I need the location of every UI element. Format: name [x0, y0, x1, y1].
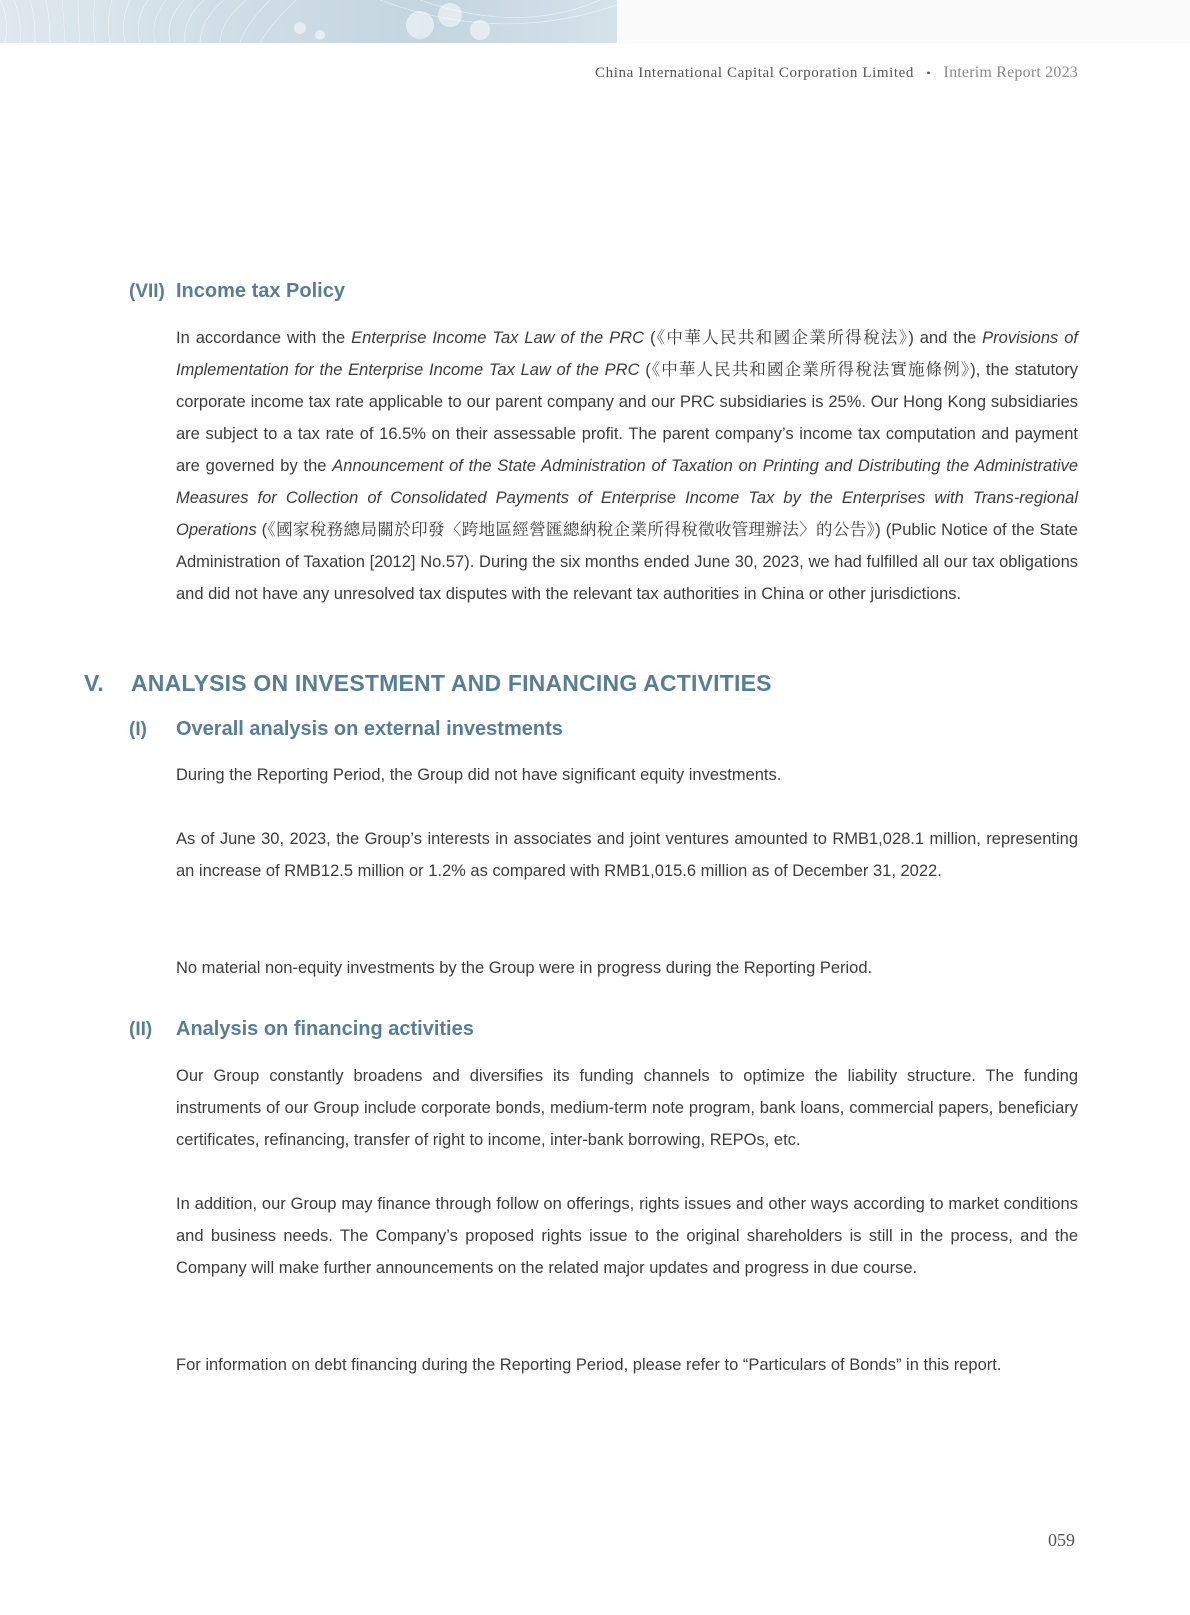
law-title: Enterprise Income Tax Law of the PRC [351, 329, 644, 347]
paragraph: For information on debt financing during the Reporting Period, please refer to “Particulars of Bonds” in this report. [176, 1356, 1002, 1374]
text-run: In accordance with the [176, 329, 352, 347]
report-title: Interim Report 2023 [943, 64, 1078, 81]
section-vii-heading [129, 280, 345, 303]
text-run: (《中華人民共和國企業所得稅法》) and the [644, 329, 983, 347]
section-ii-number: (II) [129, 1019, 153, 1040]
header-separator: • [926, 66, 932, 80]
section-v-heading [84, 670, 772, 697]
text-run: (《國家稅務總局關於印發〈跨地區經營匯總納稅企業所得稅徵收管理辦法〉的公告》) (Public Notice of the State Administration of Taxation [2012] No.57). During the six months ended June 30, 2023, we had fulfilled all our tax obligations and did not have any unresolved tax disputes with the relevant tax authorities in China or other jurisdictions. [176, 521, 1078, 603]
section-i-heading [129, 718, 563, 741]
paragraph: Our Group constantly broadens and diversifies its funding channels to optimize the liability structure. The funding instruments of our Group include corporate bonds, medium-term note program, bank loans, commercial papers, beneficiary certificates, refinancing, transfer of right to income, inter-bank borrowing, REPOs, etc. [176, 1067, 1078, 1149]
page-number: 059 [1048, 1530, 1075, 1550]
section-v-title: ANALYSIS ON INVESTMENT AND FINANCING ACTIVITIES [131, 670, 772, 696]
section-ii-heading [129, 1018, 474, 1041]
paragraph: As of June 30, 2023, the Group’s interests in associates and joint ventures amounted to RMB1,028.1 million, representing an increase of RMB12.5 million or 1.2% as compared with RMB1,015.6 million as of December 31, 2022. [176, 830, 1078, 880]
section-ii-title: Analysis on financing activities [176, 1018, 474, 1040]
income-tax-paragraph [176, 322, 1078, 610]
running-header [595, 64, 1078, 82]
text-run: (《中華人民共和國企業所得稅法實施條例》), the statutory corporate income tax rate applicable to our parent company and our PRC subsidiaries is 25%. Our Hong Kong subsidiaries are subject to a tax rate of 16.5% on their assessable profit. The parent company’s income tax computation and payment are governed by the [176, 361, 1078, 475]
section-v-number: V. [84, 670, 105, 696]
paragraph: During the Reporting Period, the Group did not have significant equity investments. [176, 766, 782, 784]
header-banner-image [0, 0, 617, 43]
law-title: Announcement of the State Administration of Taxation on Printing and Distributing the Administrative Measures for Collection of Consolidated Payments of Enterprise Income Tax by the Enterprises with Trans-regional Operations [176, 457, 1078, 539]
company-name: China International Capital Corporation Limited [595, 65, 915, 81]
law-title: Provisions of Implementation for the Enterprise Income Tax Law of the PRC [176, 329, 1078, 379]
section-vii-number: (VII) [129, 281, 165, 302]
paragraph: No material non-equity investments by the Group were in progress during the Reporting Period. [176, 959, 873, 977]
section-i-title: Overall analysis on external investments [176, 718, 563, 740]
section-vii-title: Income tax Policy [176, 280, 345, 302]
paragraph: In addition, our Group may finance through follow on offerings, rights issues and other ways according to market conditions and business needs. The Company’s proposed rights issue to the original shareholders is still in the process, and the Company will make further announcements on the related major updates and progress in due course. [176, 1195, 1078, 1277]
banner-pattern-icon [0, 0, 617, 43]
header-banner-blank [617, 0, 1190, 43]
section-i-number: (I) [129, 719, 147, 740]
